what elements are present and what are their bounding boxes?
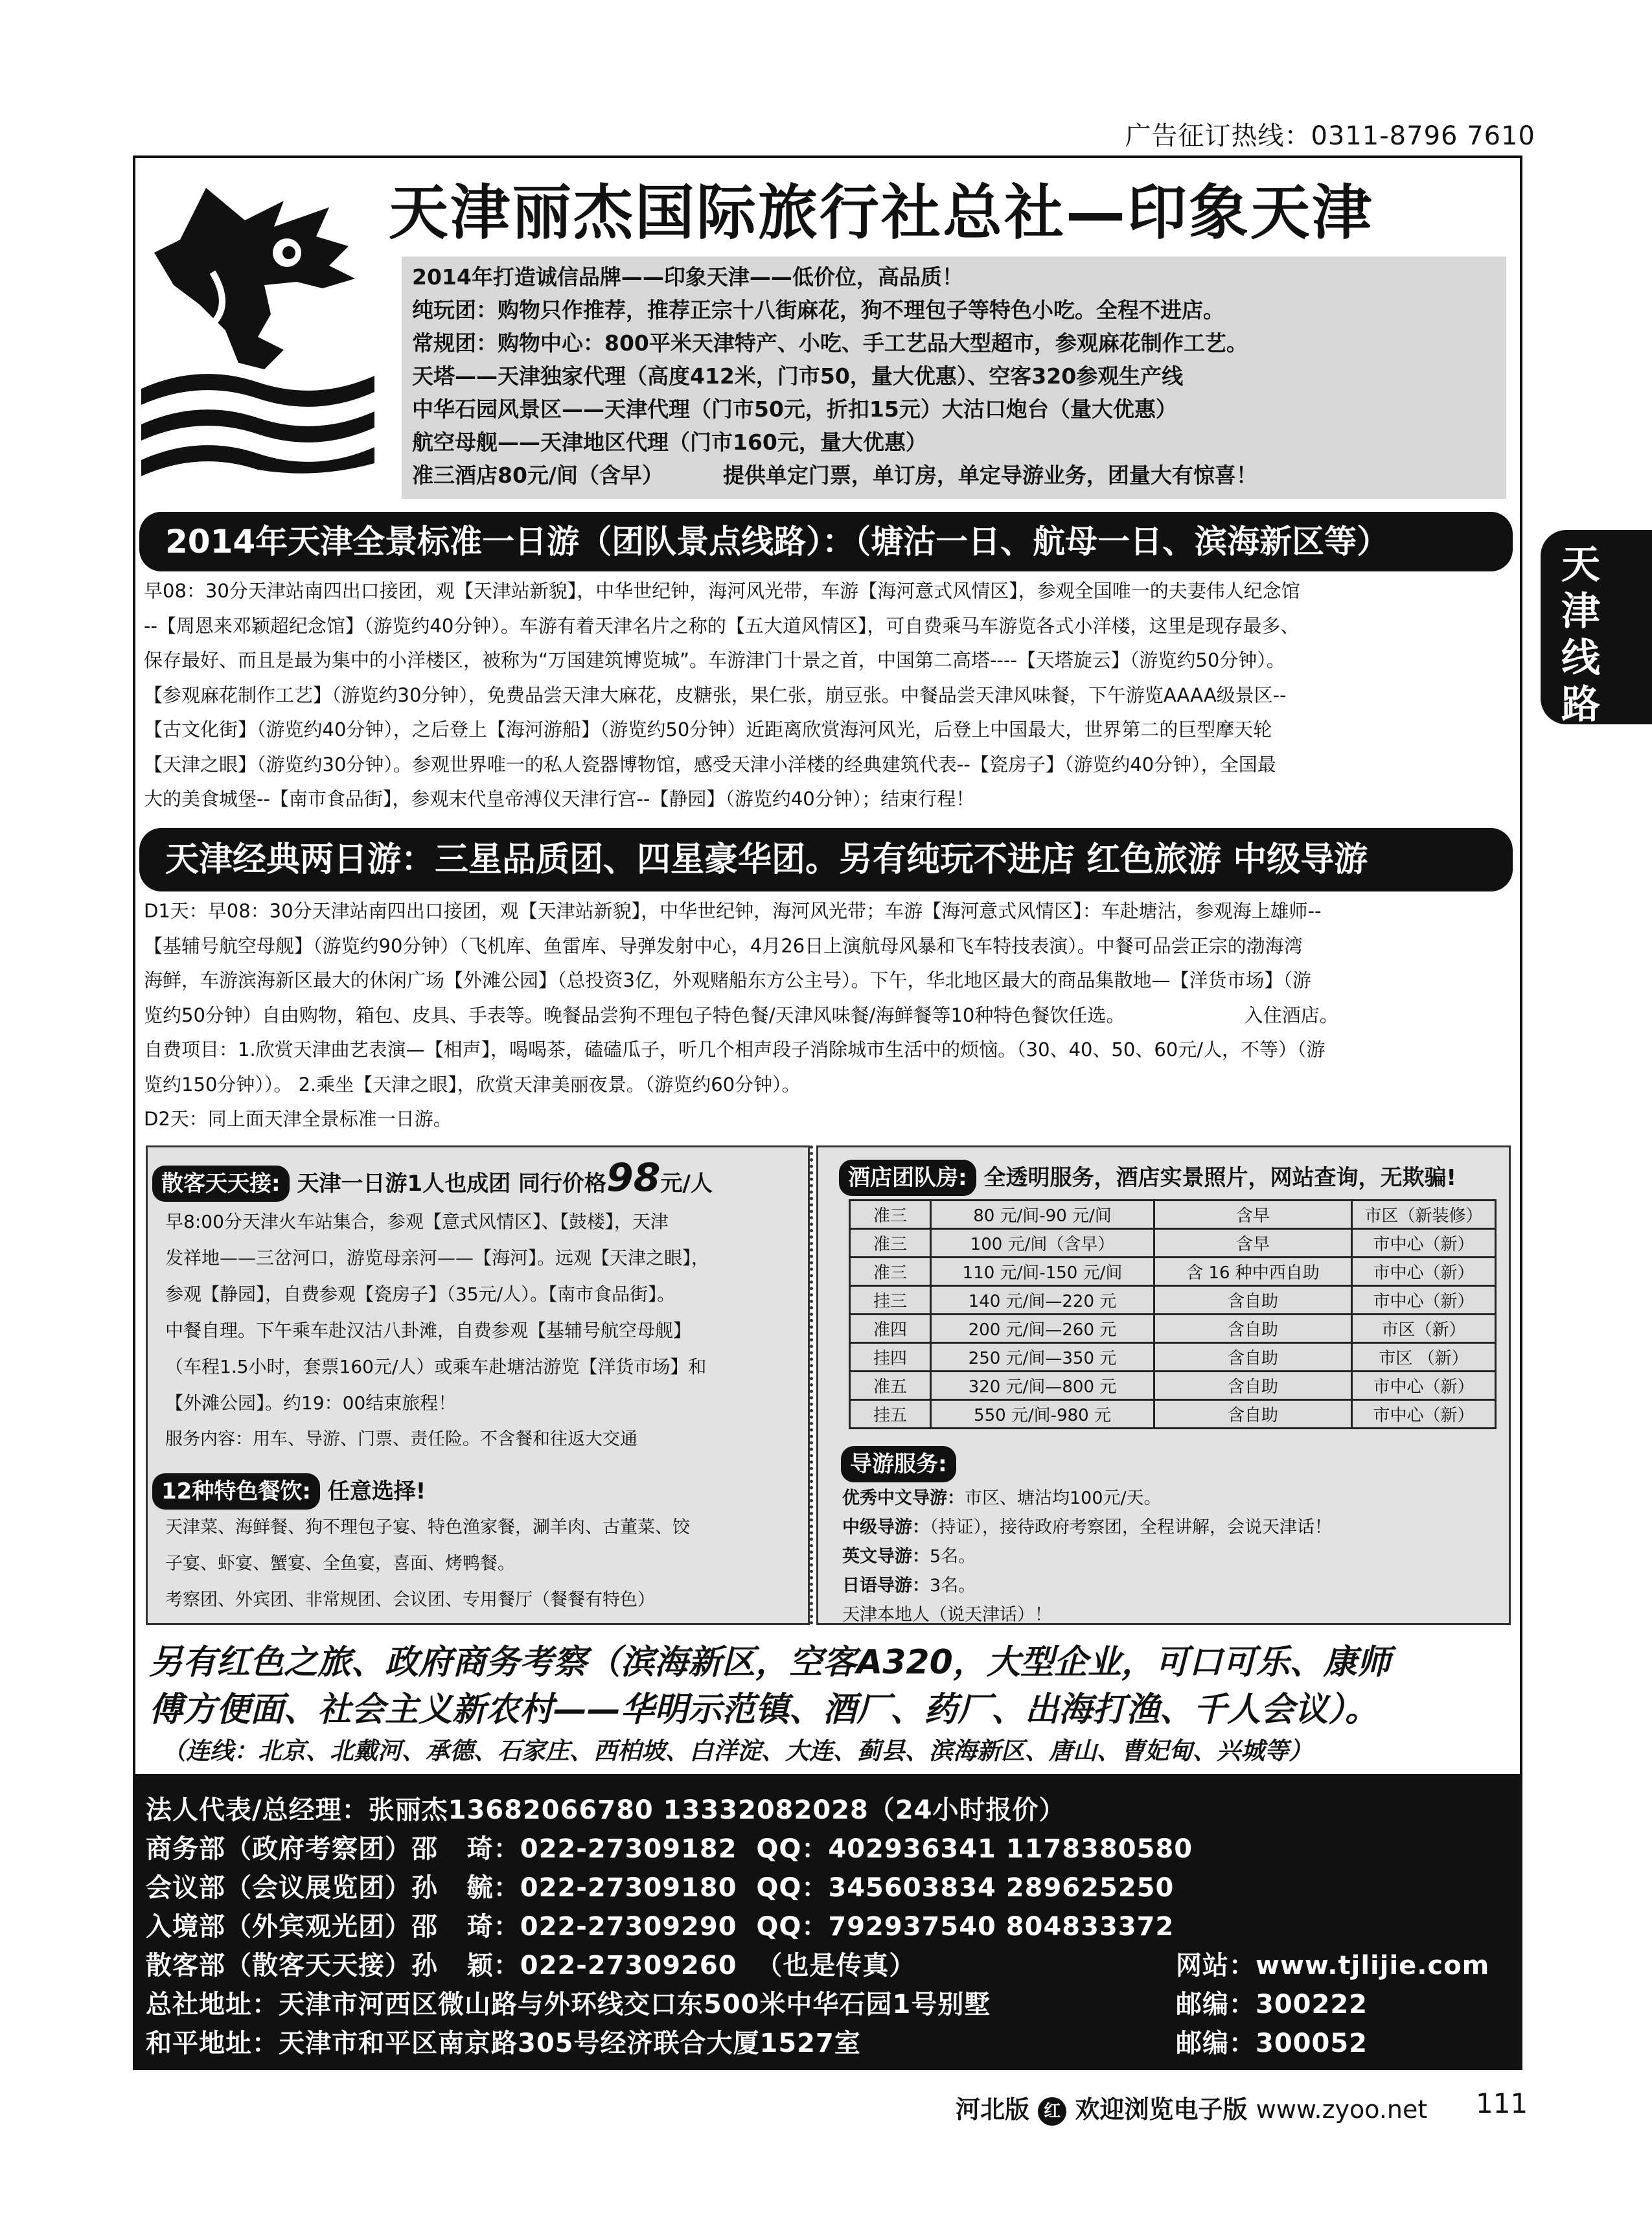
hotel-breakfast: 含早 bbox=[1154, 1229, 1352, 1258]
hotel-price-table bbox=[849, 1199, 1497, 1429]
itinerary-line: 大的美食城堡--【南市食品街】，参观末代皇帝溥仪天津行宫--【静园】（游览约40分钟）；结束行程！ bbox=[144, 788, 975, 810]
edition-label: 河北版 bbox=[956, 2095, 1030, 2124]
scatter-line: 发祥地——三岔河口，游览母亲河——【海河】。远观【天津之眼】， bbox=[165, 1247, 710, 1269]
ad-hotline: 广告征订热线：0311-8796 7610 bbox=[1125, 121, 1535, 151]
hotel-location: 市区 （新） bbox=[1352, 1343, 1496, 1372]
table-row bbox=[850, 1201, 1496, 1229]
promo-line: 中华石园风景区——天津代理（门市50元，折扣15元）大沽口炮台（量大优惠） bbox=[412, 397, 1177, 422]
hotel-breakfast: 含自助 bbox=[1154, 1343, 1352, 1372]
contact-row bbox=[146, 1791, 1522, 1830]
hotel-price: 80 元/间-90 元/间 bbox=[931, 1201, 1154, 1229]
hotel-grade: 挂三 bbox=[850, 1286, 931, 1315]
red-tour-text bbox=[149, 1639, 1391, 1734]
guide-line bbox=[842, 1600, 1332, 1629]
contact-panel bbox=[133, 1774, 1522, 2070]
contact-left: 法人代表/总经理：张丽杰13682066780 13332082028（24小时报价） bbox=[146, 1795, 1066, 1825]
hotel-price: 550 元/间-980 元 bbox=[931, 1400, 1154, 1429]
contact-row bbox=[146, 1985, 1522, 2024]
guide-line bbox=[842, 1513, 1332, 1542]
scatter-line: 早8:00分天津火车站集合，参观【意式风情区】、【鼓楼】，天津 bbox=[165, 1211, 669, 1232]
dotted-divider bbox=[810, 1145, 813, 1625]
day-tour-itinerary bbox=[144, 574, 1511, 817]
scatter-line: 服务内容：用车、导游、门票、责任险。不含餐和往返大交通 bbox=[165, 1429, 637, 1449]
hotel-grade: 准三 bbox=[850, 1229, 931, 1258]
guide-text: 5名。 bbox=[930, 1546, 976, 1567]
connections-text: （连线：北京、北戴河、承德、石家庄、西柏坡、白洋淀、大连、蓟县、滨海新区、唐山、曹妃甸、兴城等） bbox=[162, 1737, 1313, 1765]
guide-text: 3名。 bbox=[930, 1576, 976, 1596]
page-title: 天津丽杰国际旅行社总社—印象天津 bbox=[389, 178, 1374, 247]
red-badge-icon: 红 bbox=[1038, 2097, 1066, 2126]
guide-label: 日语导游： bbox=[842, 1576, 930, 1596]
guide-line bbox=[842, 1542, 1332, 1571]
guide-text: （持证），接待政府考察团，全程讲解，会说天津话！ bbox=[930, 1517, 1332, 1537]
promo-line: 2014年打造诚信品牌——印象天津——低价位，高品质！ bbox=[412, 264, 963, 290]
scatter-chip: 散客天天接: bbox=[152, 1166, 290, 1202]
hotel-location: 市中心（新） bbox=[1352, 1372, 1496, 1400]
welcome-text: 欢迎浏览电子版 bbox=[1075, 2095, 1248, 2124]
red-tour-line: 另有红色之旅、政府商务考察（滨海新区，空客A320，大型企业，可口可乐、康师 bbox=[149, 1643, 1391, 1682]
table-row bbox=[850, 1400, 1496, 1429]
meals-line: 考察团、外宾团、非常规团、会议团、专用餐厅（餐餐有特色） bbox=[165, 1590, 655, 1610]
hotel-grade: 挂五 bbox=[850, 1400, 931, 1429]
hotel-price: 140 元/间—220 元 bbox=[931, 1286, 1154, 1315]
table-row bbox=[850, 1258, 1496, 1286]
contact-row bbox=[146, 2024, 1522, 2063]
guide-label: 中级导游： bbox=[842, 1517, 930, 1537]
side-tab-tianjin-routes[interactable] bbox=[1541, 530, 1652, 728]
meals-list bbox=[165, 1510, 690, 1618]
meals-head-text: 任意选择! bbox=[327, 1478, 426, 1504]
scatter-line: 中餐自理。下午乘车赴汉沽八卦滩，自费参观【基辅号航空母舰】 bbox=[165, 1320, 692, 1341]
table-row bbox=[850, 1315, 1496, 1343]
page-number: 111 bbox=[1476, 2087, 1528, 2119]
contact-left: 总社地址：天津市河西区微山路与外环线交口东500米中华石园1号别墅 bbox=[146, 1990, 991, 2019]
scatter-price-unit: 元/人 bbox=[660, 1171, 713, 1197]
scatter-price: 98 bbox=[606, 1155, 661, 1201]
hotel-location: 市中心（新） bbox=[1352, 1286, 1496, 1315]
contact-left: 散客部（散客天天接）孙 颖：022-27309260 （也是传真） bbox=[146, 1951, 916, 1981]
promo-line: 天塔——天津独家代理（高度412米，门市50，量大优惠）、空客320参观生产线 bbox=[412, 363, 1184, 389]
itinerary-line: 早08：30分天津站南四出口接团，观【天津站新貌】，中华世纪钟，海河风光带，车游【海河意式风情区】，参观全国唯一的夫妻伟人纪念馆 bbox=[144, 580, 1300, 602]
scatter-tour-details bbox=[165, 1204, 800, 1458]
itinerary-line: 览约150分钟））。 2.乘坐【天津之眼】，欣赏天津美丽夜景。（游览约60分钟）。 bbox=[144, 1073, 801, 1096]
contact-left: 和平地址：天津市和平区南京路305号经济联合大厦1527室 bbox=[146, 2029, 861, 2058]
side-tab-label: 天津线路 bbox=[1561, 542, 1600, 728]
hotel-price: 320 元/间—800 元 bbox=[931, 1372, 1154, 1400]
hotel-breakfast: 含自助 bbox=[1154, 1315, 1352, 1343]
guide-header bbox=[841, 1446, 956, 1482]
hotel-location: 市中心（新） bbox=[1352, 1229, 1496, 1258]
hotel-price: 110 元/间-150 元/间 bbox=[931, 1258, 1154, 1286]
promo-box bbox=[402, 257, 1506, 499]
red-tour-line: 傅方便面、社会主义新农村——华明示范镇、酒厂、药厂、出海打渔、千人会议）。 bbox=[149, 1690, 1379, 1729]
guide-text: 市区、塘沽均100元/天。 bbox=[965, 1488, 1162, 1508]
hotel-location: 市区（新装修） bbox=[1352, 1201, 1496, 1229]
itinerary-line: 海鲜，车游滨海新区最大的休闲广场【外滩公园】（总投资3亿，外观赌船东方公主号）。下午，华北地区最大的商品集散地—【洋货市场】（游 bbox=[144, 969, 1311, 991]
meals-line: 子宴、虾宴、蟹宴、全鱼宴，喜面、烤鸭餐。 bbox=[165, 1554, 515, 1574]
contact-left: 商务部（政府考察团）邵 琦：022-27309182 QQ：402936341 1178380580 bbox=[146, 1834, 1193, 1864]
itinerary-line: 【古文化街】（游览约40分钟），之后登上【海河游船】（游览约50分钟）近距离欣赏海河风光，后登上中国最大，世界第二的巨型摩天轮 bbox=[144, 719, 1272, 741]
meals-header bbox=[152, 1473, 426, 1510]
two-day-itinerary bbox=[144, 894, 1511, 1137]
hotel-breakfast: 含自助 bbox=[1154, 1400, 1352, 1429]
guide-list bbox=[842, 1484, 1332, 1629]
contact-row bbox=[146, 1946, 1522, 1985]
scatter-line: （车程1.5小时，套票160元/人）或乘车赴塘沽游览【洋货市场】和 bbox=[165, 1356, 707, 1377]
dragon-logo-icon bbox=[135, 175, 381, 479]
hotel-breakfast: 含早 bbox=[1154, 1201, 1352, 1229]
day-tour-banner: 2014年天津全景标准一日游（团队景点线路）：（塘沽一日、航母一日、滨海新区等） bbox=[139, 512, 1513, 571]
hotel-header bbox=[839, 1160, 1456, 1196]
guide-label: 优秀中文导游： bbox=[842, 1488, 965, 1508]
hotel-breakfast: 含自助 bbox=[1154, 1372, 1352, 1400]
promo-line: 航空母舰——天津地区代理（门市160元，量大优惠） bbox=[412, 430, 927, 455]
itinerary-line: --【周恩来邓颖超纪念馆】（游览约40分钟）。车游有着天津名片之称的【五大道风情区】，可自费乘马车游览各式小洋楼，这里是现存最多、 bbox=[144, 614, 1300, 637]
itinerary-line: 保存最好、而且是最为集中的小洋楼区，被称为“万国建筑博览城”。车游津门十景之首，中国第二高塔----【天塔旋云】（游览约50分钟）。 bbox=[144, 649, 1285, 671]
footer bbox=[956, 2089, 1427, 2126]
table-row bbox=[850, 1343, 1496, 1372]
hotel-price: 250 元/间—350 元 bbox=[931, 1343, 1154, 1372]
contact-row bbox=[146, 1830, 1522, 1868]
scatter-line: 参观【静园】，自费参观【瓷房子】（35元/人）。【南市食品街】。 bbox=[165, 1283, 676, 1305]
website-link[interactable]: 网站：www.tjlijie.com bbox=[1176, 1951, 1490, 1981]
scatter-tour-header bbox=[152, 1155, 713, 1202]
hotel-grade: 准四 bbox=[850, 1315, 931, 1343]
itinerary-line: 【基辅号航空母舰】（游览约90分钟）（飞机库、鱼雷库、导弹发射中心，4月26日上演航母风暴和飞车特技表演）。中餐可品尝正宗的渤海湾 bbox=[144, 934, 1303, 957]
hotel-grade: 准三 bbox=[850, 1258, 931, 1286]
guide-line bbox=[842, 1571, 1332, 1600]
hotel-breakfast: 含自助 bbox=[1154, 1286, 1352, 1315]
table-row bbox=[850, 1372, 1496, 1400]
itinerary-line: 览约50分钟）自由购物，箱包、皮具、手表等。晚餐品尝狗不理包子特色餐/天津风味餐/海鲜餐等10种特色餐饮任选。 入住酒店。 bbox=[144, 1004, 1338, 1026]
footer-url-link[interactable]: www.zyoo.net bbox=[1256, 2095, 1428, 2124]
promo-line: 纯玩团：购物只作推荐，推荐正宗十八街麻花，狗不理包子等特色小吃。全程不进店。 bbox=[412, 297, 1224, 323]
contact-right: 邮编：300222 bbox=[1176, 1990, 1368, 2019]
guide-label: 英文导游： bbox=[842, 1546, 930, 1567]
itinerary-line: 自费项目：1.欣赏天津曲艺表演—【相声】，喝喝茶，磕磕瓜子，听几个相声段子消除城市生活中的烦恼。（30、40、50、60元/人，不等）（游 bbox=[144, 1039, 1325, 1061]
hotel-head-text: 全透明服务，酒店实景照片，网站查询，无欺骗! bbox=[983, 1165, 1456, 1191]
meals-line: 天津菜、海鲜餐、狗不理包子宴、特色渔家餐，涮羊肉、古董菜、饺 bbox=[165, 1517, 690, 1537]
meals-chip: 12种特色餐饮: bbox=[152, 1473, 320, 1510]
hotel-breakfast: 含 16 种中西自助 bbox=[1154, 1258, 1352, 1286]
hotel-location: 市区（新） bbox=[1352, 1315, 1496, 1343]
hotel-grade: 准三 bbox=[850, 1201, 931, 1229]
contact-left: 会议部（会议展览团）孙 毓：022-27309180 QQ：345603834 289625250 bbox=[146, 1873, 1175, 1903]
scatter-head-text: 天津一日游1人也成团 同行价格 bbox=[297, 1171, 606, 1197]
itinerary-line: 【参观麻花制作工艺】（游览约30分钟），免费品尝天津大麻花，皮糖张，果仁张，崩豆张。中餐品尝天津风味餐，下午游览AAAA级景区-- bbox=[144, 684, 1287, 706]
hotel-price: 200 元/间—260 元 bbox=[931, 1315, 1154, 1343]
promo-line: 准三酒店80元/间（含早） 提供单定门票，单订房，单定导游业务，团量大有惊喜！ bbox=[412, 463, 1257, 488]
table-row bbox=[850, 1229, 1496, 1258]
hotel-location: 市中心（新） bbox=[1352, 1400, 1496, 1429]
table-row bbox=[850, 1286, 1496, 1315]
guide-line bbox=[842, 1484, 1332, 1513]
guide-text: 天津本地人（说天津话）！ bbox=[842, 1605, 1052, 1625]
itinerary-line: D1天：早08：30分天津站南四出口接团，观【天津站新貌】，中华世纪钟，海河风光带；车游【海河意式风情区】：车赴塘沽，参观海上雄师-- bbox=[144, 900, 1322, 922]
promo-line: 常规团：购物中心：800平米天津特产、小吃、手工艺品大型超市，参观麻花制作工艺。 bbox=[412, 330, 1248, 356]
hotel-grade: 挂四 bbox=[850, 1343, 931, 1372]
scatter-line: 【外滩公园】。约19：00结束旅程！ bbox=[165, 1392, 457, 1414]
hotel-location: 市中心（新） bbox=[1352, 1258, 1496, 1286]
hotel-chip: 酒店团队房: bbox=[839, 1160, 976, 1196]
contact-row bbox=[146, 1907, 1522, 1946]
contact-right: 邮编：300052 bbox=[1176, 2029, 1368, 2058]
hotel-price: 100 元/间（含早） bbox=[931, 1229, 1154, 1258]
contact-row bbox=[146, 1868, 1522, 1907]
guide-chip: 导游服务: bbox=[841, 1446, 956, 1482]
hotel-grade: 准五 bbox=[850, 1372, 931, 1400]
two-day-banner: 天津经典两日游：三星品质团、四星豪华团。另有纯玩不进店 红色旅游 中级导游 bbox=[139, 828, 1513, 891]
itinerary-line: 【天津之眼】（游览约30分钟）。参观世界唯一的私人瓷器博物馆，感受天津小洋楼的经典建筑代表--【瓷房子】（游览约40分钟），全国最 bbox=[144, 753, 1276, 776]
contact-left: 入境部（外宾观光团）邵 琦：022-27309290 QQ：792937540 804833372 bbox=[146, 1912, 1175, 1942]
itinerary-line: D2天：同上面天津全景标准一日游。 bbox=[144, 1108, 452, 1130]
